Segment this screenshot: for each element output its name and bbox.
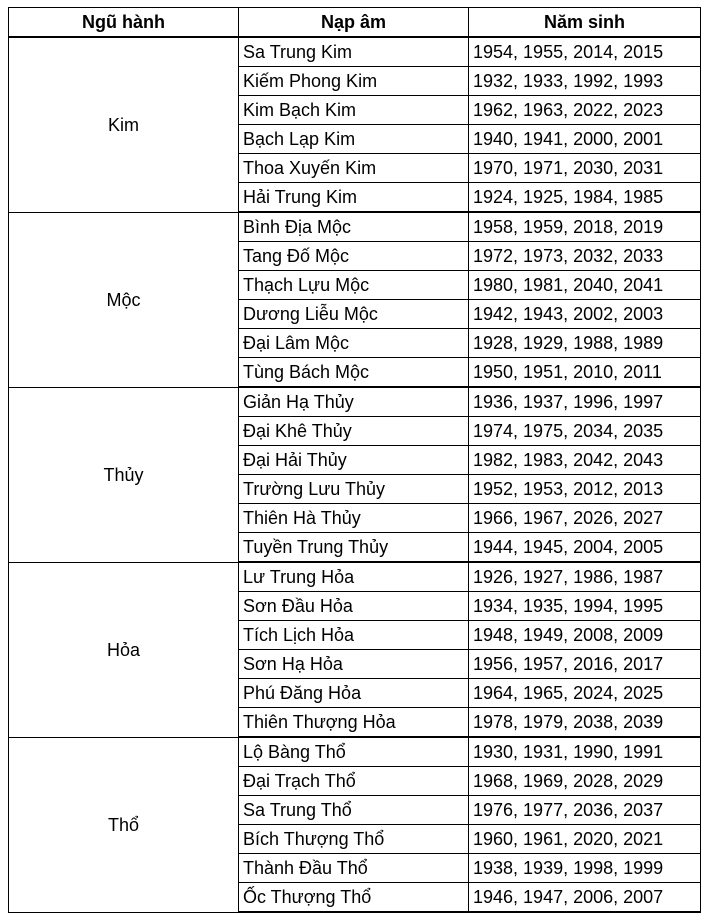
nap-am-cell: Bình Địa Mộc: [239, 212, 469, 242]
birth-years-cell: 1924, 1925, 1984, 1985: [469, 183, 701, 213]
element-cell: Thủy: [9, 387, 239, 562]
birth-years-cell: 1956, 1957, 2016, 2017: [469, 650, 701, 679]
nap-am-cell: Đại Lâm Mộc: [239, 329, 469, 358]
nap-am-cell: Phú Đăng Hỏa: [239, 679, 469, 708]
nap-am-cell: Tùng Bách Mộc: [239, 358, 469, 388]
nap-am-cell: Sơn Đầu Hỏa: [239, 592, 469, 621]
element-cell: Mộc: [9, 212, 239, 387]
birth-years-cell: 1978, 1979, 2038, 2039: [469, 708, 701, 738]
header-nap-am: Nạp âm: [239, 8, 469, 38]
nap-am-cell: Kim Bạch Kim: [239, 96, 469, 125]
element-cell: Thổ: [9, 737, 239, 912]
birth-years-cell: 1934, 1935, 1994, 1995: [469, 592, 701, 621]
birth-years-cell: 1966, 1967, 2026, 2027: [469, 504, 701, 533]
nap-am-cell: Hải Trung Kim: [239, 183, 469, 213]
nap-am-cell: Thạch Lựu Mộc: [239, 271, 469, 300]
nap-am-cell: Tích Lịch Hỏa: [239, 621, 469, 650]
birth-years-cell: 1948, 1949, 2008, 2009: [469, 621, 701, 650]
nap-am-cell: Sa Trung Thổ: [239, 796, 469, 825]
nap-am-cell: Dương Liễu Mộc: [239, 300, 469, 329]
table-row: [9, 737, 701, 767]
nap-am-cell: Thoa Xuyến Kim: [239, 154, 469, 183]
nap-am-cell: Giản Hạ Thủy: [239, 387, 469, 417]
birth-years-cell: 1954, 1955, 2014, 2015: [469, 37, 701, 67]
birth-years-cell: 1970, 1971, 2030, 2031: [469, 154, 701, 183]
header-row: [9, 8, 701, 38]
nap-am-cell: Bích Thượng Thổ: [239, 825, 469, 854]
birth-years-cell: 1952, 1953, 2012, 2013: [469, 475, 701, 504]
nap-am-cell: Thiên Thượng Hỏa: [239, 708, 469, 738]
element-cell: Kim: [9, 37, 239, 212]
table-row: [9, 387, 701, 417]
table-row: [9, 37, 701, 67]
nap-am-cell: Tang Đố Mộc: [239, 242, 469, 271]
nap-am-cell: Tuyền Trung Thủy: [239, 533, 469, 563]
nap-am-cell: Thành Đầu Thổ: [239, 854, 469, 883]
birth-years-cell: 1932, 1933, 1992, 1993: [469, 67, 701, 96]
nap-am-cell: Thiên Hà Thủy: [239, 504, 469, 533]
birth-years-cell: 1968, 1969, 2028, 2029: [469, 767, 701, 796]
birth-years-cell: 1972, 1973, 2032, 2033: [469, 242, 701, 271]
birth-years-cell: 1964, 1965, 2024, 2025: [469, 679, 701, 708]
nap-am-cell: Sơn Hạ Hỏa: [239, 650, 469, 679]
birth-years-cell: 1930, 1931, 1990, 1991: [469, 737, 701, 767]
birth-years-cell: 1938, 1939, 1998, 1999: [469, 854, 701, 883]
nap-am-cell: Bạch Lạp Kim: [239, 125, 469, 154]
birth-years-cell: 1976, 1977, 2036, 2037: [469, 796, 701, 825]
birth-years-cell: 1960, 1961, 2020, 2021: [469, 825, 701, 854]
nap-am-table: [8, 7, 701, 913]
birth-years-cell: 1946, 1947, 2006, 2007: [469, 883, 701, 913]
birth-years-cell: 1926, 1927, 1986, 1987: [469, 562, 701, 592]
header-birth-years: Năm sinh: [469, 8, 701, 38]
nap-am-cell: Đại Hải Thủy: [239, 446, 469, 475]
table-row: [9, 212, 701, 242]
nap-am-cell: Sa Trung Kim: [239, 37, 469, 67]
table-row: [9, 562, 701, 592]
nap-am-cell: Lư Trung Hỏa: [239, 562, 469, 592]
nap-am-cell: Kiếm Phong Kim: [239, 67, 469, 96]
header-element: Ngũ hành: [9, 8, 239, 38]
nap-am-cell: Đại Khê Thủy: [239, 417, 469, 446]
table-body: [9, 37, 701, 912]
birth-years-cell: 1950, 1951, 2010, 2011: [469, 358, 701, 388]
birth-years-cell: 1982, 1983, 2042, 2043: [469, 446, 701, 475]
birth-years-cell: 1962, 1963, 2022, 2023: [469, 96, 701, 125]
nap-am-cell: Lộ Bàng Thổ: [239, 737, 469, 767]
birth-years-cell: 1980, 1981, 2040, 2041: [469, 271, 701, 300]
element-cell: Hỏa: [9, 562, 239, 737]
nap-am-cell: Ốc Thượng Thổ: [239, 883, 469, 913]
birth-years-cell: 1974, 1975, 2034, 2035: [469, 417, 701, 446]
birth-years-cell: 1944, 1945, 2004, 2005: [469, 533, 701, 563]
nap-am-cell: Đại Trạch Thổ: [239, 767, 469, 796]
birth-years-cell: 1958, 1959, 2018, 2019: [469, 212, 701, 242]
nap-am-cell: Trường Lưu Thủy: [239, 475, 469, 504]
birth-years-cell: 1942, 1943, 2002, 2003: [469, 300, 701, 329]
birth-years-cell: 1940, 1941, 2000, 2001: [469, 125, 701, 154]
birth-years-cell: 1928, 1929, 1988, 1989: [469, 329, 701, 358]
birth-years-cell: 1936, 1937, 1996, 1997: [469, 387, 701, 417]
